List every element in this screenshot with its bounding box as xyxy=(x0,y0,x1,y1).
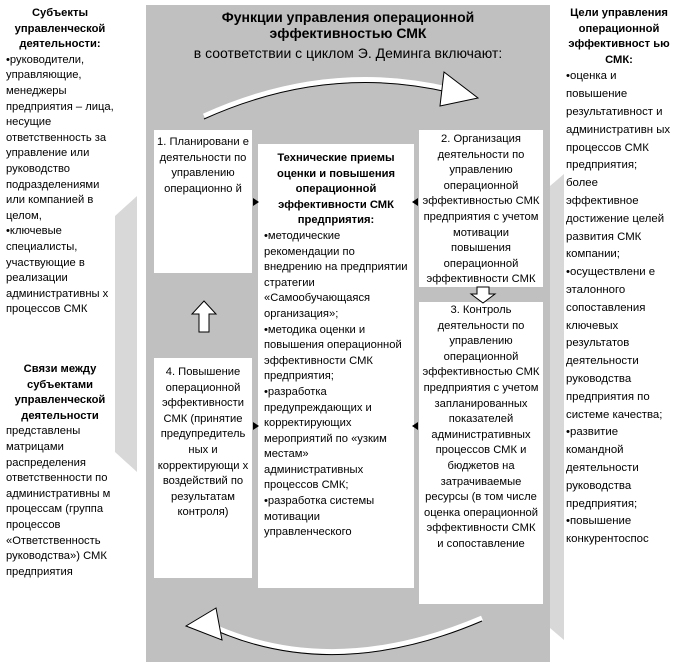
list-item: • развитие командной деятельности руководства предприятия; xyxy=(566,424,672,513)
techniques-heading: Технические приемы оценки и повышения операционной эффективности СМК предприятия: xyxy=(277,152,395,227)
left-heading-links: Связи между субъектами управленческой деятельности xyxy=(14,363,106,422)
right-column xyxy=(566,6,672,549)
arrow-into-center-from-control xyxy=(412,422,418,430)
left-column xyxy=(6,6,114,318)
list-item: • методика оценки и повышения операционной эффективности СМК предприятия; xyxy=(264,323,410,385)
right-side-arrow xyxy=(544,6,564,662)
diagram-title: Функции управления операционной эффективностью СМК xyxy=(221,9,475,41)
planning-box: 1. Планировани е деятельности по управлению операционно й xyxy=(154,130,252,273)
left-side-arrow xyxy=(115,6,147,662)
techniques-list xyxy=(264,229,410,541)
diagram-subtitle: в соответствии с циклом Э. Деминга включают: xyxy=(193,45,503,61)
left-heading: Субъекты управленческой деятельности: xyxy=(14,7,106,51)
arrow-into-center-from-planning xyxy=(253,198,259,206)
list-item: • повышение конкурентоспос xyxy=(566,513,672,549)
list-item: • руководители, управляющие, менеджеры предприятия – лица, несущие ответственность за управление или руководство подразделениями или компанией в целом, xyxy=(6,53,114,225)
control-box: 3. Контроль деятельности по управлению операционной эффективностью СМК предприятия с учетом запланированных показателей административных процессов СМК и бюджетов на затрачиваемые ресурсы (в том числе оценка операционной эффективности СМК и сопоставление xyxy=(419,302,543,604)
bottom-cycle-arrow xyxy=(182,600,502,660)
improvement-box: 4. Повышение операционной эффективности СМК (принятие предупредитель ных и корректирующи х воздействий по результатам контроля) xyxy=(154,358,252,578)
list-item: • ключевые специалисты, участвующие в реализации административны х процессов СМК xyxy=(6,224,114,318)
left-list xyxy=(6,53,114,318)
right-list xyxy=(566,68,672,549)
list-item: • разработка предупреждающих и корректирующих мероприятий по «узким местам» административных процессов СМК; xyxy=(264,385,410,494)
list-item: • разработка системы мотивации управленческого xyxy=(264,494,410,541)
techniques-box xyxy=(258,144,414,588)
left-links-block xyxy=(6,362,114,580)
arrow-into-center-from-organization xyxy=(412,198,418,206)
top-cycle-arrow xyxy=(190,64,490,124)
list-item: • оценка и повышение результативност и административн ых процессов СМК предприятия; более эффективное достижение целей развития СМК компании; xyxy=(566,68,672,264)
down-block-arrow xyxy=(470,286,496,304)
up-block-arrow xyxy=(191,300,217,334)
right-heading: Цели управления операционной эффективност ью СМК: xyxy=(568,7,670,66)
arrow-into-center-from-improvement xyxy=(253,422,259,430)
list-item: • осуществлени е эталонного сопоставления ключевых результатов деятельности руководства предприятия по системе качества; xyxy=(566,264,672,424)
organization-box: 2. Организация деятельности по управлению операционной эффективностью СМК предприятия с учетом мотивации повышения операционной эффективности СМК xyxy=(419,130,543,287)
list-item: • методические рекомендации по внедрению на предприятии стратегии «Самообучающаяся организация»; xyxy=(264,229,410,323)
left-links-text: представлены матрицами распределения ответственности по административны м процессам (группа процессов «Ответственность руководства») СМК предприятия xyxy=(6,425,111,578)
